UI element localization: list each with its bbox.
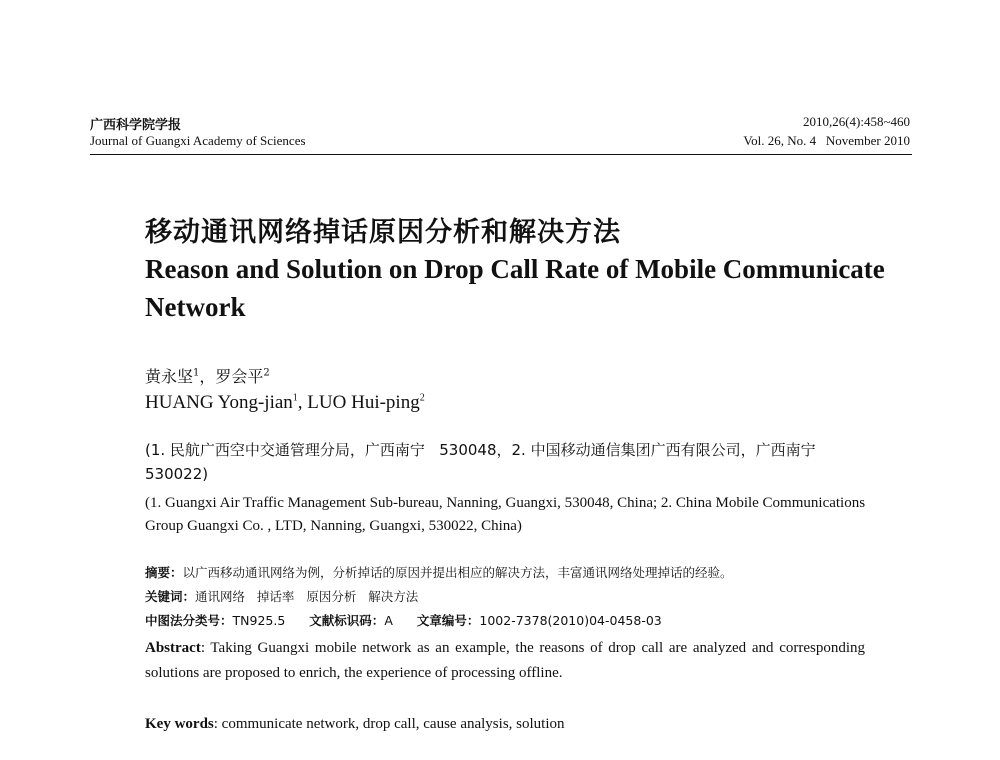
- article-no-value: 1002-7378(2010)04-0458-03: [479, 613, 662, 628]
- journal-name-cn: 广西科学院学报: [90, 118, 182, 133]
- author-sep-en: ,: [297, 392, 308, 413]
- author-1-en-sup: 1: [292, 392, 298, 404]
- author-sep-cn: ，: [199, 367, 216, 386]
- keywords-cn-label: 关键词：: [145, 589, 196, 604]
- author-1-en: HUANG Yong-jian: [145, 392, 293, 413]
- doc-code-label: 文献标识码：: [309, 613, 385, 628]
- author-2-en: LUO Hui-ping: [307, 392, 420, 413]
- abstract-cn-label: 摘要：: [145, 565, 183, 580]
- keywords-en-text: : communicate network, drop call, cause analysis, solution: [213, 716, 565, 732]
- keywords-en-label: Key words: [145, 716, 214, 732]
- authors-en: [145, 392, 425, 414]
- clc-label: 中图法分类号：: [145, 613, 233, 628]
- keywords-cn: [145, 587, 905, 605]
- author-1-cn-sup: 1: [193, 367, 200, 379]
- journal-name-en: Journal of Guangxi Academy of Sciences: [90, 133, 306, 148]
- clc-value: TN925.5: [232, 613, 286, 628]
- citation: 2010,26(4):458~460: [802, 114, 910, 129]
- affiliation-cn: (1. 民航广西空中交通管理分局，广西南宁 530048，2. 中国移动通信集团广西有限公司，广西南宁 530022): [145, 441, 830, 483]
- authors-cn: [145, 364, 270, 387]
- title-cn: 移动通讯网络掉话原因分析和解决方法: [145, 217, 621, 248]
- classification-line: [145, 611, 905, 629]
- abstract-en: [145, 636, 865, 686]
- article-no-label: 文章编号：: [416, 613, 480, 628]
- author-2-en-sup: 2: [419, 392, 425, 404]
- author-1-cn: 黄永坚: [145, 367, 194, 386]
- abstract-en-label: Abstract: [145, 640, 201, 656]
- abstract-cn: [145, 563, 905, 581]
- title-en: Reason and Solution on Drop Call Rate of Mobile Communicate Network: [145, 254, 885, 322]
- affiliation-en: (1. Guangxi Air Traffic Management Sub-bureau, Nanning, Guangxi, 530048, China; 2. China Mobile Communications Group Guangxi Co. , LTD, Nanning, Guangxi, 530022, China): [145, 495, 866, 534]
- author-2-cn-sup: 2: [263, 367, 270, 379]
- volume-issue: Vol. 26, No. 4 November 2010: [743, 133, 910, 148]
- header-rule: [90, 154, 912, 155]
- abstract-cn-text: 以广西移动通讯网络为例，分析掉话的原因并提出相应的解决方法，丰富通讯网络处理掉话的经验。: [182, 565, 733, 580]
- keywords-cn-text: 通讯网络 掉话率 原因分析 解决方法: [195, 589, 419, 604]
- keywords-en: [145, 716, 865, 733]
- doc-code-value: A: [384, 613, 393, 628]
- abstract-en-text: : Taking Guangxi mobile network as an example, the reasons of drop call are analyzed and corresponding solutions are proposed to enrich, the experience of processing offline.: [145, 640, 865, 681]
- author-2-cn: 罗会平: [215, 367, 264, 386]
